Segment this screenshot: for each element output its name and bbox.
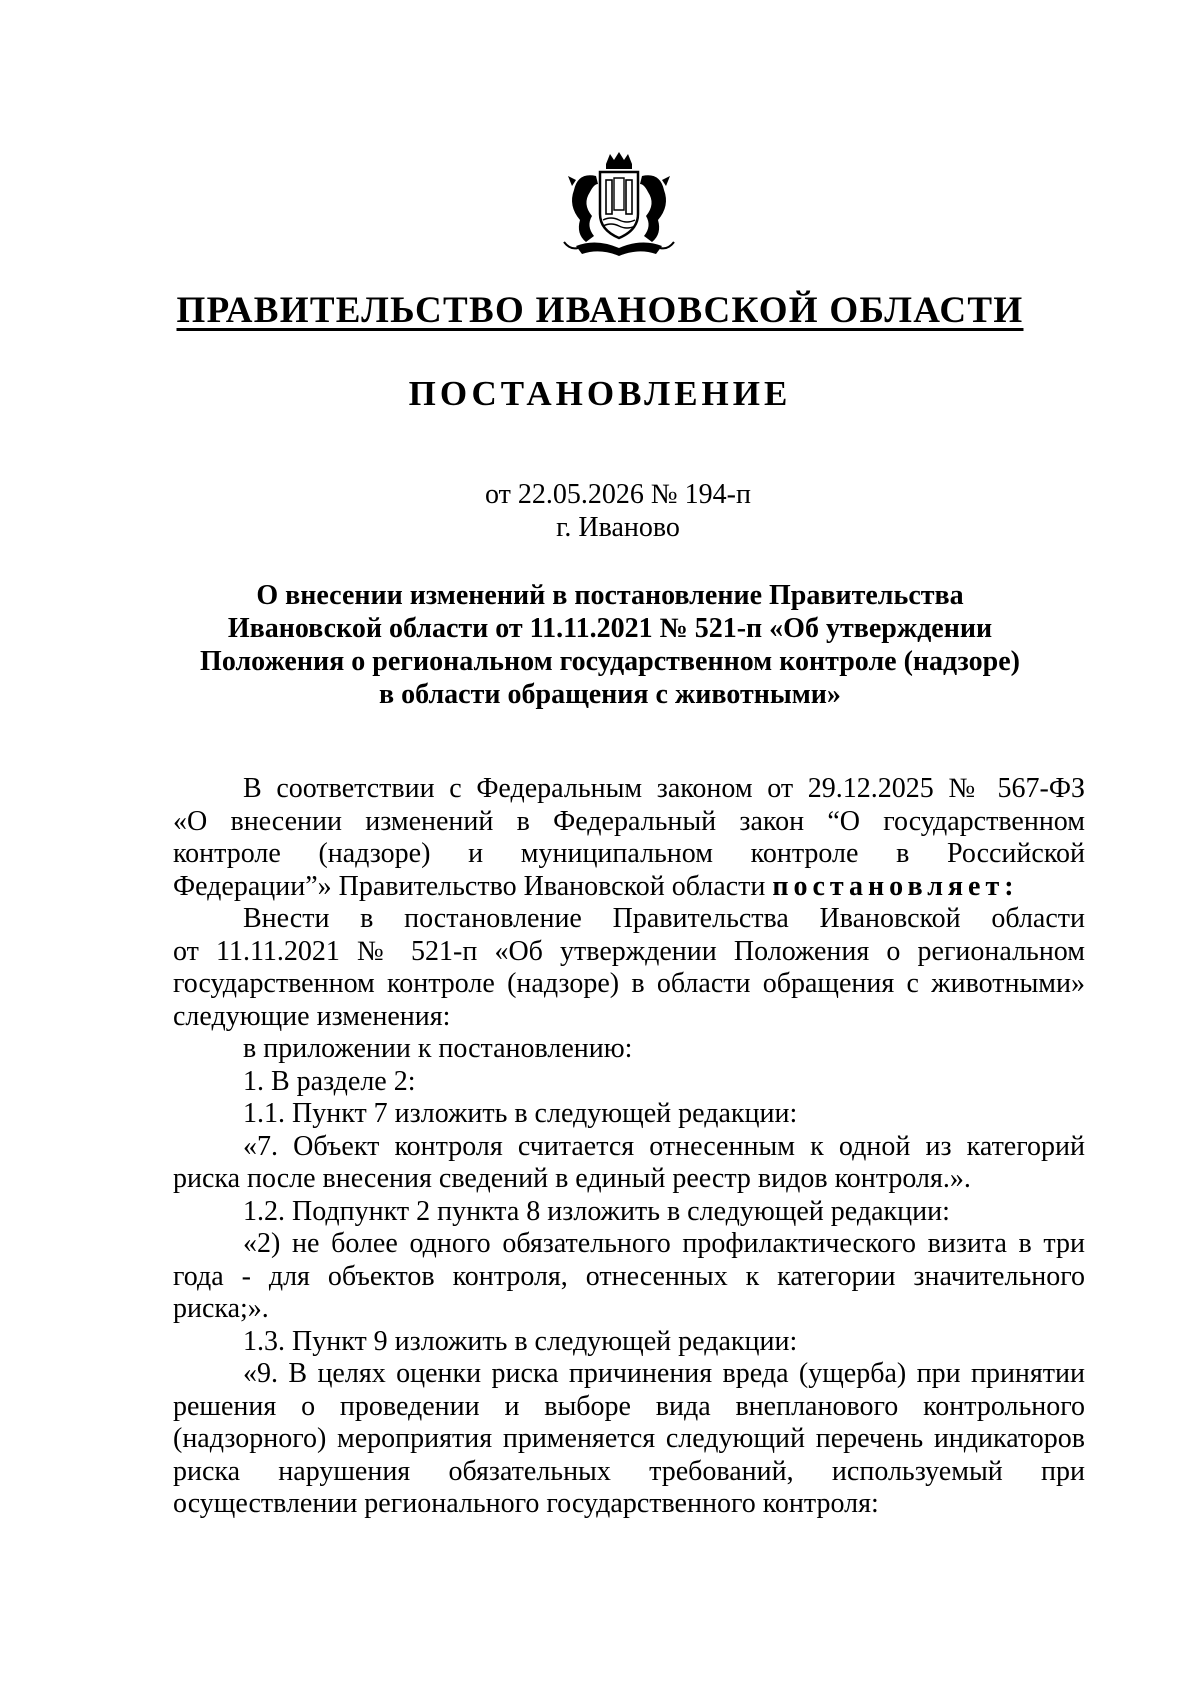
paragraph: 1.3. Пункт 9 изложить в следующей редакции: (243, 1325, 798, 1357)
paragraph: 1. В разделе 2: (243, 1065, 416, 1097)
paragraph-line: государственном контроле (надзоре) в области обращения с животными» (173, 968, 1085, 999)
date-number: от 22.05.2026 № 194-п (485, 479, 751, 510)
paragraph-line: риска нарушения обязательных требований, используемый при (173, 1455, 1085, 1487)
coat-of-arms-icon (556, 150, 682, 262)
paragraph: в приложении к постановлению: (243, 1033, 633, 1064)
document-body (173, 773, 1085, 1521)
paragraph: 1.2. Подпункт 2 пункта 8 изложить в следующей редакции: (243, 1195, 950, 1227)
document-subject: О внесении изменений в постановление Правительства Ивановской области от 11.11.2021 № 521-п «Об утверждении Положения о региональном государственном контроле (надзоре) в области обращения с животными» (200, 580, 1020, 710)
paragraph-line: «9. В целях оценки риска причинения вреда (ущерба) при принятии (243, 1358, 1085, 1389)
intro-line: Федерации”» Правительство Ивановской области постановляет: (173, 870, 1019, 902)
intro-line: «О внесении изменений в Федеральный закон “О государственном (173, 805, 1085, 837)
paragraph-line: следующие изменения: (173, 1000, 451, 1032)
paragraph: 1.1. Пункт 7 изложить в следующей редакции: (243, 1098, 798, 1129)
paragraph-line: от 11.11.2021 № 521-п «Об утверждении Положения о региональном (173, 935, 1085, 967)
paragraph-line: «7. Объект контроля считается отнесенным к одной из категорий (243, 1130, 1085, 1162)
paragraph-line: Внести в постановление Правительства Ивановской области (243, 903, 1085, 934)
intro-line: контроле (надзоре) и муниципальном контроле в Российской (173, 838, 1085, 869)
city: г. Иваново (556, 512, 680, 543)
paragraph-line: (надзорного) мероприятия применяется следующий перечень индикаторов (173, 1423, 1085, 1454)
paragraph-line: года - для объектов контроля, отнесенных к категории значительного (173, 1260, 1085, 1292)
paragraph-line: риска после внесения сведений в единый реестр видов контроля.». (173, 1163, 971, 1194)
paragraph-line: осуществлении регионального государственного контроля: (173, 1488, 879, 1519)
paragraph-line: «2) не более одного обязательного профилактического визита в три (243, 1228, 1085, 1259)
intro-line: В соответствии с Федеральным законом от 29.12.2025 № 567-ФЗ (243, 773, 1085, 804)
paragraph-line: решения о проведении и выборе вида внепланового контрольного (173, 1390, 1085, 1422)
document-type: ПОСТАНОВЛЕНИЕ (408, 374, 792, 413)
government-title: ПРАВИТЕЛЬСТВО ИВАНОВСКОЙ ОБЛАСТИ (176, 290, 1024, 331)
paragraph-line: риска;». (173, 1293, 269, 1324)
resolution-word: постановляет: (772, 870, 1019, 902)
